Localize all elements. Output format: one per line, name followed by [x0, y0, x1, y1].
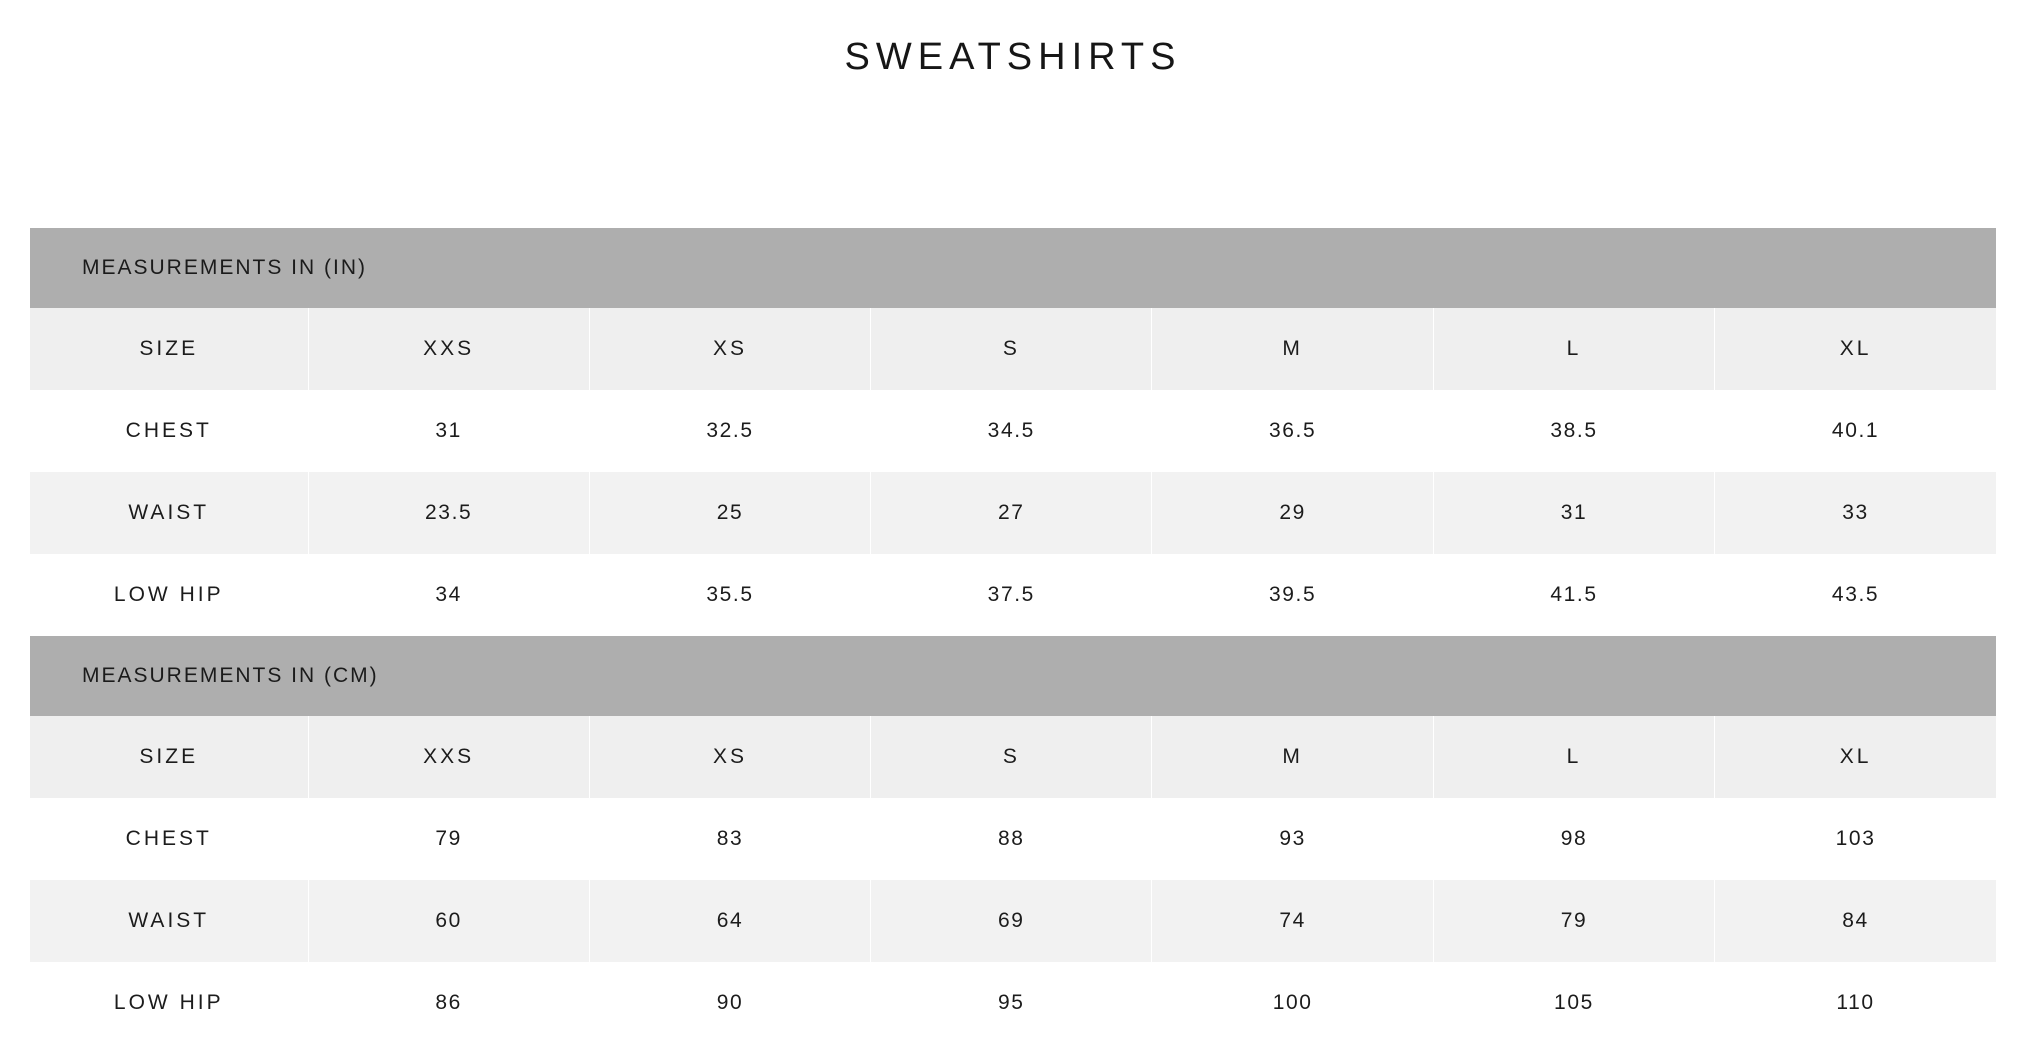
column-header-row-centimeters	[30, 716, 1996, 798]
column-header-size: SIZE	[30, 308, 308, 390]
row-label-waist: WAIST	[30, 472, 308, 554]
page-title: SWEATSHIRTS	[844, 36, 1182, 78]
cell-waist-xl-cm: 84	[1715, 880, 1996, 962]
cell-waist-xxs-cm: 60	[308, 880, 589, 962]
section-header-row-inches	[30, 228, 1996, 308]
column-header-xs-cm: XS	[589, 716, 870, 798]
table-row	[30, 880, 1996, 962]
cell-lowhip-xs: 35.5	[589, 554, 870, 636]
cell-chest-xxs-cm: 79	[308, 798, 589, 880]
cell-chest-xs-cm: 83	[589, 798, 870, 880]
row-label-waist-cm: WAIST	[30, 880, 308, 962]
table-row	[30, 798, 1996, 880]
size-tables-container	[30, 228, 1996, 1044]
column-header-l: L	[1433, 308, 1714, 390]
cell-waist-xs: 25	[589, 472, 870, 554]
table-row	[30, 554, 1996, 636]
cell-chest-xxs: 31	[308, 390, 589, 472]
cell-lowhip-xxs: 34	[308, 554, 589, 636]
cell-chest-m-cm: 93	[1152, 798, 1433, 880]
cell-lowhip-l: 41.5	[1433, 554, 1714, 636]
column-header-xl-cm: XL	[1715, 716, 1996, 798]
table-row	[30, 962, 1996, 1044]
cell-waist-s-cm: 69	[871, 880, 1152, 962]
column-header-s-cm: S	[871, 716, 1152, 798]
column-header-s: S	[871, 308, 1152, 390]
cell-waist-s: 27	[871, 472, 1152, 554]
column-header-row-inches	[30, 308, 1996, 390]
cell-waist-l-cm: 79	[1433, 880, 1714, 962]
section-header-row-centimeters	[30, 636, 1996, 716]
cell-lowhip-s-cm: 95	[871, 962, 1152, 1044]
cell-waist-m-cm: 74	[1152, 880, 1433, 962]
cell-lowhip-l-cm: 105	[1433, 962, 1714, 1044]
column-header-size-cm: SIZE	[30, 716, 308, 798]
row-label-low-hip-cm: LOW HIP	[30, 962, 308, 1044]
cell-lowhip-xxs-cm: 86	[308, 962, 589, 1044]
cell-chest-l-cm: 98	[1433, 798, 1714, 880]
cell-chest-s-cm: 88	[871, 798, 1152, 880]
table-row	[30, 390, 1996, 472]
cell-lowhip-s: 37.5	[871, 554, 1152, 636]
cell-lowhip-xl-cm: 110	[1715, 962, 1996, 1044]
cell-waist-xs-cm: 64	[589, 880, 870, 962]
cell-chest-xl: 40.1	[1715, 390, 1996, 472]
section-header-label-inches: MEASUREMENTS IN (IN)	[30, 228, 1996, 308]
row-label-chest-cm: CHEST	[30, 798, 308, 880]
cell-waist-xl: 33	[1715, 472, 1996, 554]
cell-lowhip-m: 39.5	[1152, 554, 1433, 636]
cell-chest-xs: 32.5	[589, 390, 870, 472]
row-label-low-hip: LOW HIP	[30, 554, 308, 636]
column-header-xs: XS	[589, 308, 870, 390]
cell-waist-l: 31	[1433, 472, 1714, 554]
cell-chest-xl-cm: 103	[1715, 798, 1996, 880]
column-header-xl: XL	[1715, 308, 1996, 390]
cell-waist-m: 29	[1152, 472, 1433, 554]
cell-chest-l: 38.5	[1433, 390, 1714, 472]
column-header-xxs-cm: XXS	[308, 716, 589, 798]
measurements-table-centimeters	[30, 636, 1996, 1044]
cell-lowhip-xs-cm: 90	[589, 962, 870, 1044]
row-label-chest: CHEST	[30, 390, 308, 472]
measurements-table-inches	[30, 228, 1996, 636]
column-header-xxs: XXS	[308, 308, 589, 390]
cell-lowhip-xl: 43.5	[1715, 554, 1996, 636]
column-header-m: M	[1152, 308, 1433, 390]
cell-chest-s: 34.5	[871, 390, 1152, 472]
section-header-label-centimeters: MEASUREMENTS IN (CM)	[30, 636, 1996, 716]
cell-lowhip-m-cm: 100	[1152, 962, 1433, 1044]
column-header-l-cm: L	[1433, 716, 1714, 798]
cell-waist-xxs: 23.5	[308, 472, 589, 554]
column-header-m-cm: M	[1152, 716, 1433, 798]
cell-chest-m: 36.5	[1152, 390, 1433, 472]
table-row	[30, 472, 1996, 554]
